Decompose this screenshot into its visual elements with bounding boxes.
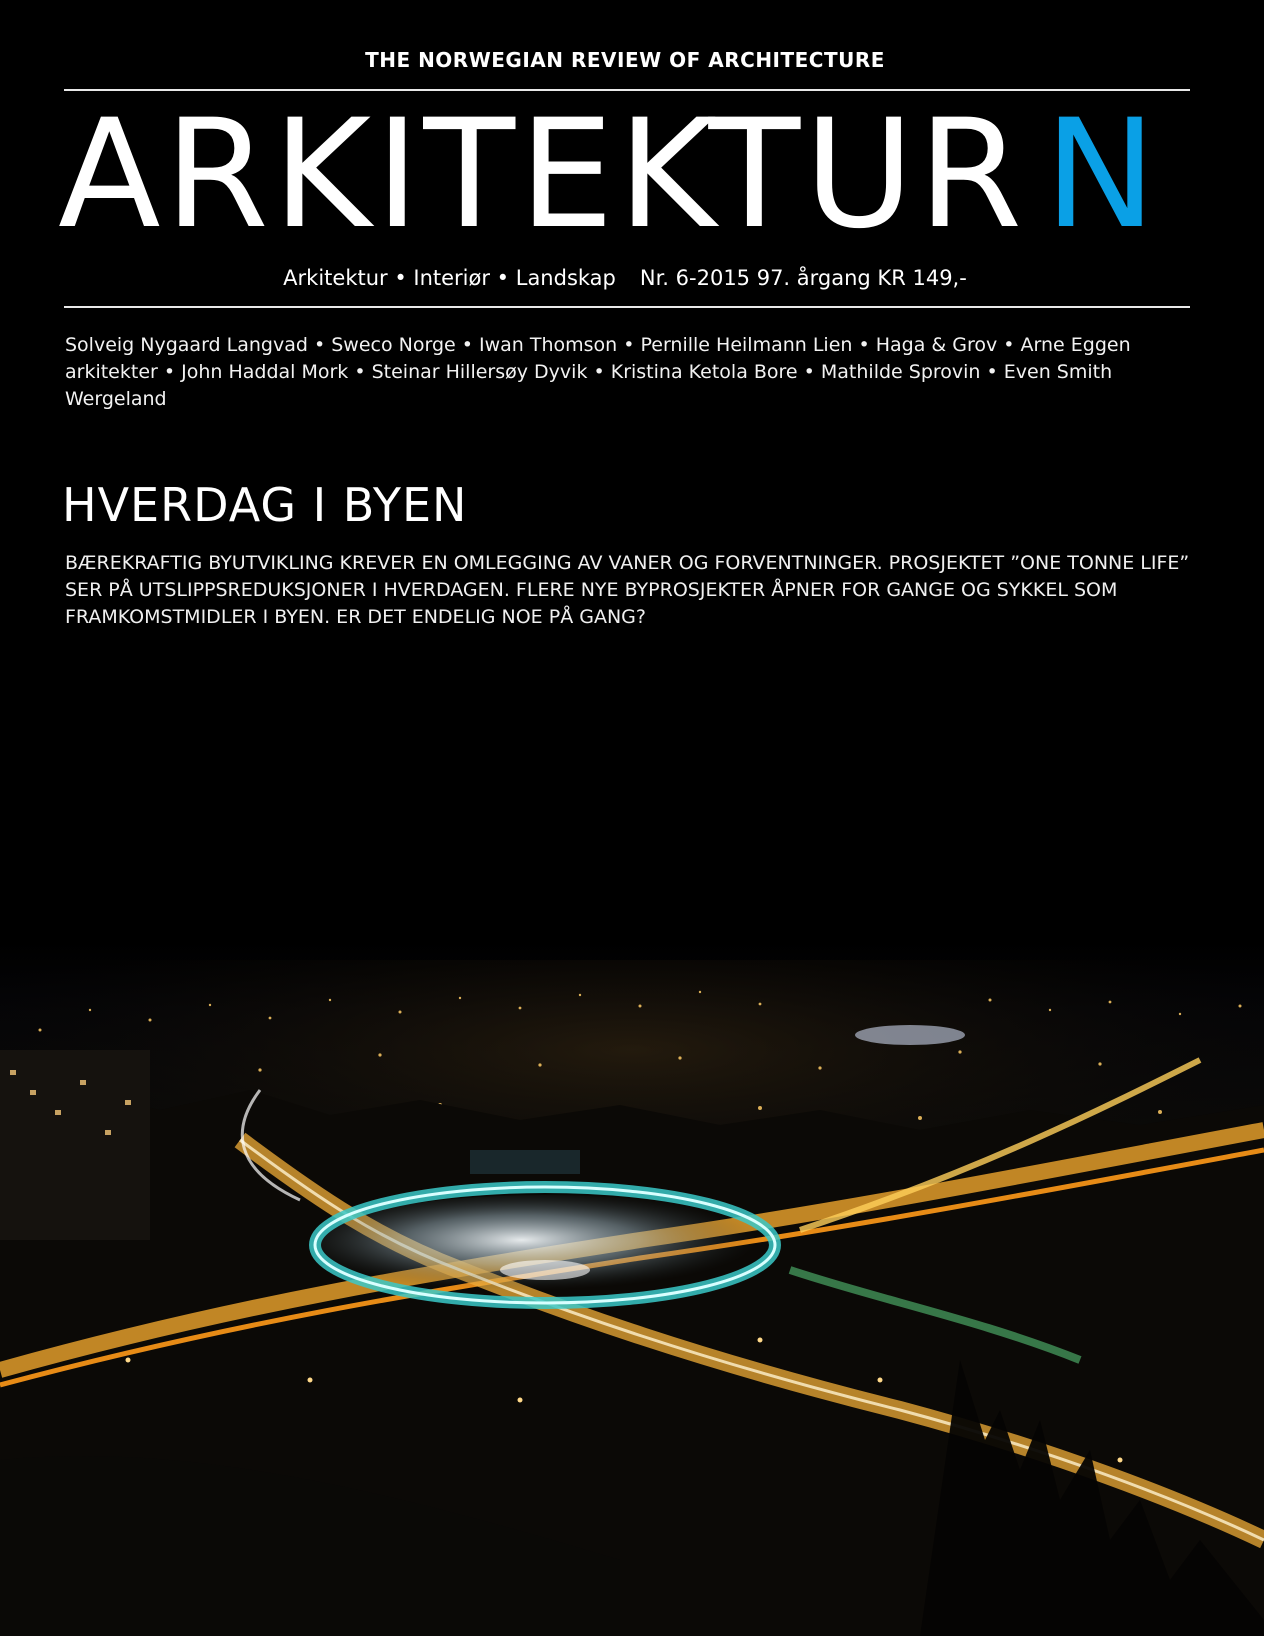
masthead-accent: N	[1044, 88, 1161, 262]
issue-details: Nr. 6-2015 97. årgang KR 149,-	[639, 266, 967, 290]
bottom-rule	[64, 306, 1190, 308]
lead-paragraph: BÆREKRAFTIG BYUTVIKLING KREVER EN OMLEGGING AV VANER OG FORVENTNINGER. PROSJEKTET ”ONE TONNE LIFE” SER PÅ UTSLIPPSREDUKSJONER I HVERDAGEN. FLERE NYE BYPROSJEKTER ÅPNER FOR GANGE OG SYKKEL SOM FRAMKOMSTMIDLER I BYEN. ER DET ENDELIG NOE PÅ GANG?	[65, 552, 1190, 628]
masthead-main: ARKITEKTUR	[58, 88, 1027, 262]
supertitle: THE NORWEGIAN REVIEW OF ARCHITECTURE	[365, 48, 885, 72]
masthead	[58, 88, 1161, 262]
cover-photo-night-roundabout	[0, 940, 1264, 1636]
subjects: Arkitektur • Interiør • Landskap	[283, 266, 616, 290]
contributors-list: Solveig Nygaard Langvad • Sweco Norge • Iwan Thomson • Pernille Heilmann Lien • Haga & Grov • Arne Eggen arkitekter • John Haddal Mork • Steinar Hillersøy Dyvik • Kristina Ketola Bore • Mathilde Sprovin • Even Smith Wergeland	[65, 334, 1131, 410]
headline: HVERDAG I BYEN	[62, 478, 468, 532]
issue-info	[0, 266, 1250, 290]
